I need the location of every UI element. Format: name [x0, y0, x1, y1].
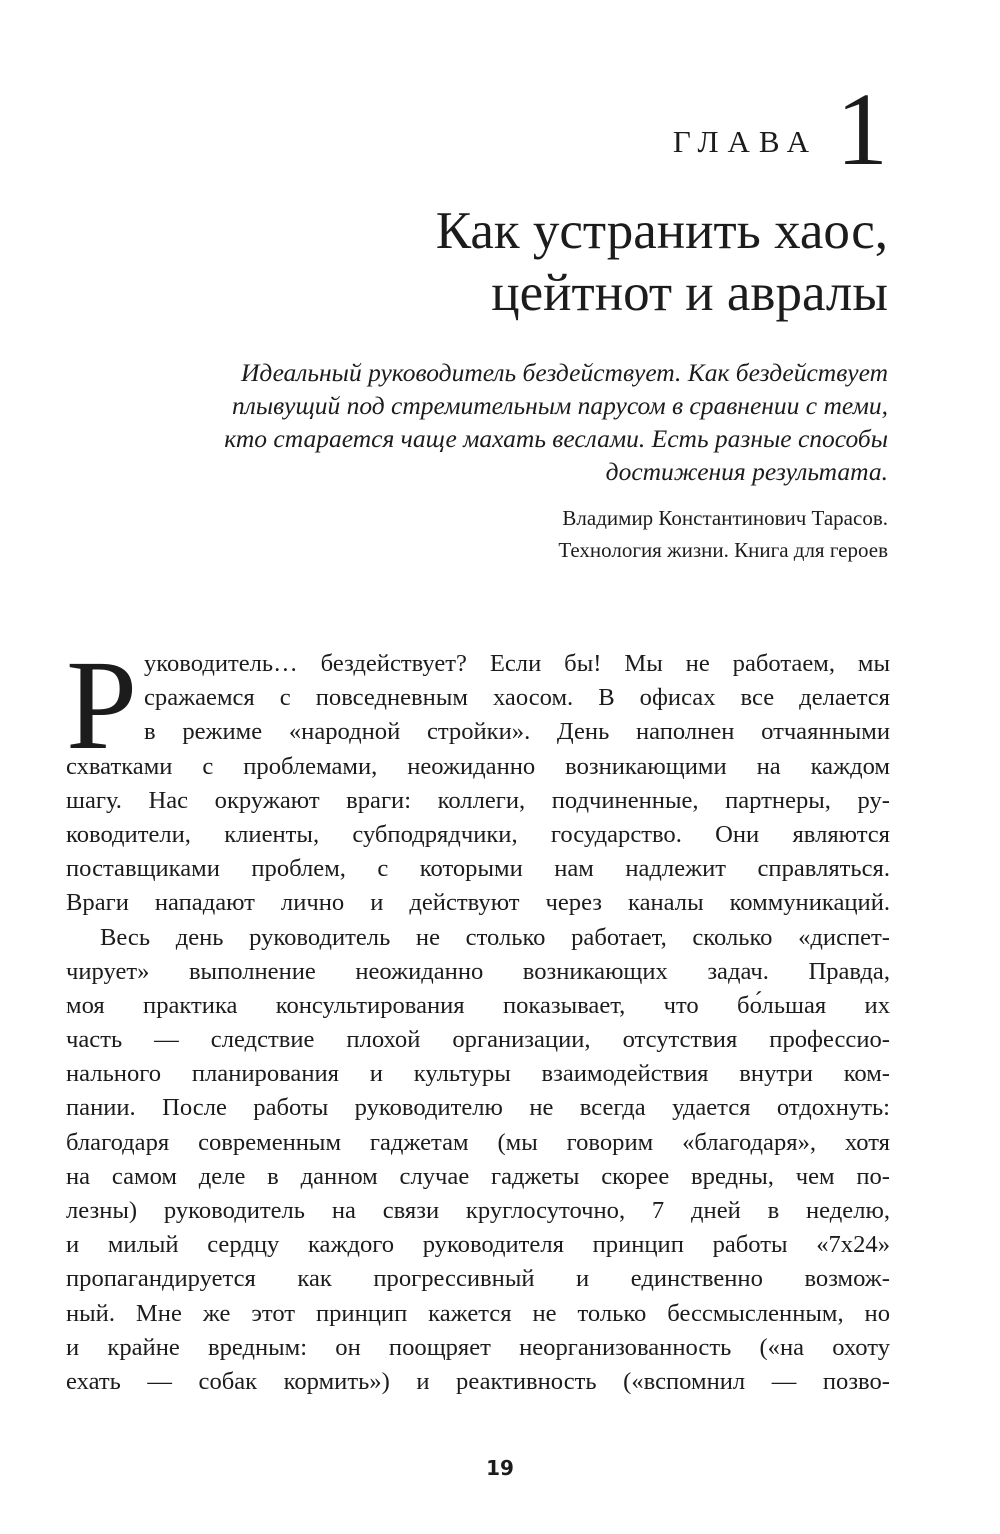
chapter-title-line: Как устранить хаос,: [435, 202, 888, 260]
body-line: моя практика консультирования показывает, что бо́льшая их: [66, 991, 890, 1019]
epigraph-source: Технология жизни. Книга для героев: [558, 538, 888, 562]
page-number: 19: [486, 1456, 514, 1480]
chapter-title-line: цейтнот и авралы: [491, 264, 888, 322]
body-line: чирует» выполнение неожиданно возникающих задач. Правда,: [66, 957, 890, 985]
epigraph: [148, 356, 888, 488]
body-line: схватками с проблемами, неожиданно возникающими на каждом: [66, 752, 890, 780]
body-line: шагу. Нас окружают враги: коллеги, подчиненные, партнеры, ру-: [66, 786, 890, 814]
epigraph-line: достижения результата.: [605, 457, 888, 486]
chapter-number: 1: [836, 72, 888, 187]
body-line: ный. Мне же этот принцип кажется не только бессмысленным, но: [66, 1299, 890, 1327]
epigraph-line: плывущий под стремительным парусом в сравнении с теми,: [231, 391, 888, 420]
chapter-label: ГЛАВА: [672, 124, 818, 160]
body-line: часть — следствие плохой организации, отсутствия профессио-: [66, 1026, 890, 1054]
epigraph-line: кто старается чаще махать веслами. Есть разные способы: [224, 424, 888, 453]
body-text: [66, 634, 890, 1399]
body-line: сражаемся с повседневным хаосом. В офисах все делается: [144, 684, 890, 712]
body-line: на самом деле в данном случае гаджеты скорее вредны, чем по-: [66, 1162, 890, 1190]
body-line: поставщиками проблем, с которыми нам надлежит справляться.: [66, 855, 890, 883]
body-line: и милый сердцу каждого руководителя принцип работы «7x24»: [66, 1231, 890, 1259]
body-line: пропагандируется как прогрессивный и единственно возмож-: [66, 1265, 890, 1293]
body-line: и крайне вредным: он поощряет неорганизованность («на охоту: [66, 1333, 890, 1361]
chapter-heading: [672, 72, 888, 187]
epigraph-line: Идеальный руководитель бездействует. Как бездействует: [240, 358, 888, 387]
epigraph-author: Владимир Константинович Тарасов.: [562, 506, 888, 530]
drop-cap: Р: [66, 634, 138, 776]
body-line: ехать — собак кормить») и реактивность («вспомнил — позво-: [66, 1367, 890, 1395]
body-line: лезны) руководитель на связи круглосуточно, 7 дней в неделю,: [66, 1197, 890, 1224]
epigraph-attribution: [188, 502, 888, 566]
chapter-title: [128, 200, 888, 324]
body-line: в режиме «народной стройки». День наполнен отчаянными: [144, 718, 890, 746]
body-line: ководители, клиенты, субподрядчики, государство. Они являются: [66, 820, 890, 848]
body-line: Весь день руководитель не столько работает, сколько «диспет-: [100, 923, 890, 951]
body-line: уководитель… бездействует? Если бы! Мы не работаем, мы: [144, 650, 890, 677]
body-line: Враги нападают лично и действуют через каналы коммуникаций.: [66, 889, 890, 917]
body-line: пании. После работы руководителю не всегда удается отдохнуть:: [66, 1094, 890, 1122]
body-line: нального планирования и культуры взаимодействия внутри ком-: [66, 1060, 890, 1088]
body-line: благодаря современным гаджетам (мы говорим «благодаря», хотя: [66, 1128, 890, 1156]
